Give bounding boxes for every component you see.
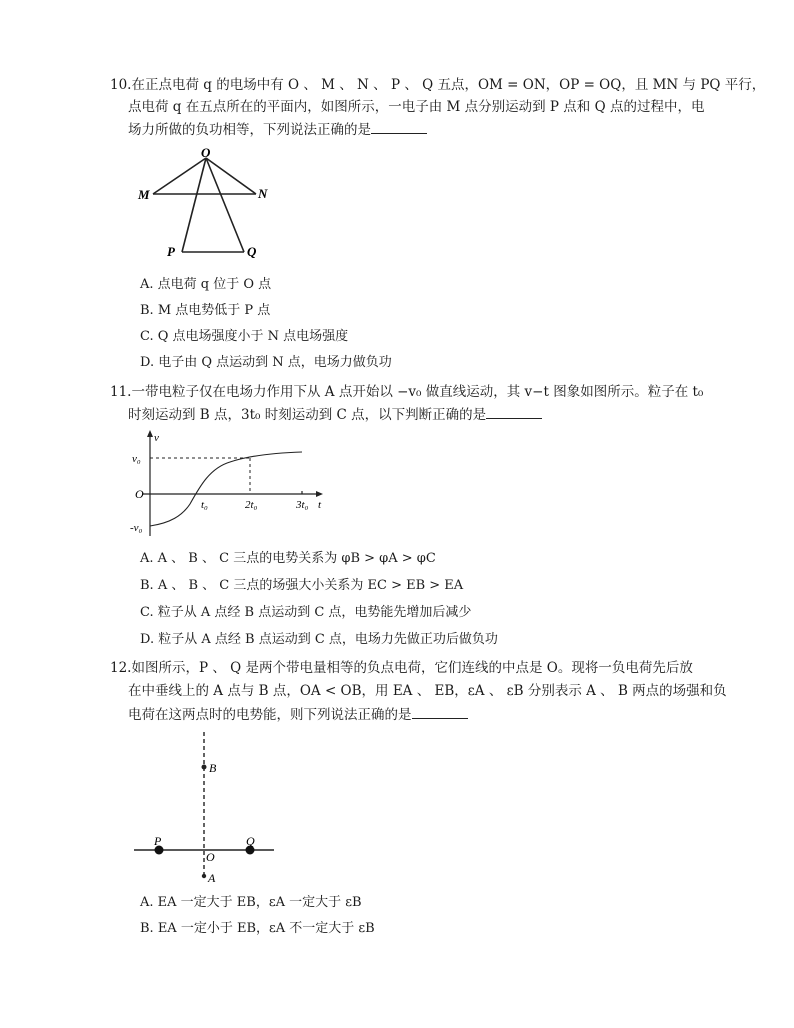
- q11-label-origin: O: [135, 487, 144, 501]
- q10-answer-blank: [371, 120, 427, 134]
- q12-option-b: B. EA 一定小于 EB，εA 不一定大于 εB: [140, 921, 375, 936]
- q11-t-axis-arrow: [316, 491, 323, 497]
- q11-v-axis-arrow: [147, 430, 153, 437]
- q11-number: 11.: [110, 384, 132, 400]
- q12-label-b: B: [209, 761, 217, 775]
- q11-option-d: D. 粒子从 A 点经 B 点运动到 C 点，电场力先做正功后做负功: [140, 632, 498, 647]
- q10-option-c: C. Q 点电场强度小于 N 点电场强度: [140, 329, 349, 344]
- q10-label-o: O: [201, 145, 211, 160]
- q11-label-t0: t₀: [201, 499, 208, 511]
- q11-label-3t0: 3t₀: [296, 499, 309, 511]
- q10-text-line3: [128, 120, 427, 140]
- q10-option-a: A. 点电荷 q 位于 O 点: [140, 277, 272, 292]
- q11-answer-blank: [486, 405, 542, 419]
- q12-point-b: [202, 765, 207, 770]
- q11-stem-1: 一带电粒子仅在电场力作用下从 A 点开始以 −v₀ 做直线运动，其 v−t 图象如图所示。粒子在 t₀: [131, 384, 704, 400]
- q12-text-line1: [110, 659, 693, 678]
- q12-label-a: A: [208, 871, 216, 885]
- q11-text-line2: [128, 405, 542, 425]
- q11-option-c: C. 粒子从 A 点经 B 点运动到 C 点，电势能先增加后减少: [140, 605, 472, 620]
- q10-label-p: P: [167, 244, 175, 259]
- q11-option-b: B. A 、 B 、 C 三点的场强大小关系为 EC > EB > EA: [140, 578, 464, 593]
- q12-label-o: O: [206, 850, 215, 864]
- q11-label-t: t: [318, 499, 322, 511]
- q10-label-m: M: [138, 187, 150, 202]
- q11-vt-graph: [130, 428, 330, 540]
- q10-option-d: D. 电子由 Q 点运动到 N 点，电场力做负功: [140, 355, 392, 370]
- q10-stem-3: 场力所做的负功相等，下列说法正确的是: [128, 122, 371, 138]
- q12-answer-blank: [412, 705, 468, 719]
- q11-label-v: v: [154, 432, 159, 444]
- q10-option-b: B. M 点电势低于 P 点: [140, 303, 271, 318]
- q12-point-a: [202, 874, 206, 878]
- q11-label-2t0: 2t₀: [245, 499, 258, 511]
- q12-text-line3: [128, 705, 468, 725]
- q11-label-v0: v₀: [132, 453, 141, 465]
- q10-stem-1: 在正点电荷 q 的电场中有 O 、 M 、 N 、 P 、 Q 五点，OM = ON，OP = OQ，且 MN 与 PQ 平行，: [131, 77, 766, 93]
- q11-label-neg-v0: -v₀: [130, 522, 143, 534]
- q10-label-q: Q: [247, 244, 257, 259]
- q10-number: 10.: [110, 77, 132, 93]
- q10-figure: [138, 145, 278, 263]
- q12-label-p: P: [154, 834, 162, 848]
- q12-stem-1: 如图所示，P 、 Q 是两个带电量相等的负点电荷，它们连线的中点是 O。现将一负电荷先后放: [131, 660, 693, 676]
- q10-text-line2: 点电荷 q 在五点所在的平面内，如图所示，一电子由 M 点分别运动到 P 点和 Q 点的过程中，电: [128, 99, 705, 115]
- q12-figure: [134, 728, 284, 888]
- q12-number: 12.: [110, 660, 132, 676]
- q11-vt-curve: [150, 452, 302, 526]
- q11-stem-2: 时刻运动到 B 点，3t₀ 时刻运动到 C 点，以下判断正确的是: [128, 407, 487, 423]
- q10-label-n: N: [258, 186, 268, 201]
- q12-text-line2: 在中垂线上的 A 点与 B 点，OA < OB，用 EA 、 EB，εA 、 εB 分别表示 A 、 B 两点的场强和负: [128, 683, 727, 699]
- q11-option-a: A. A 、 B 、 C 三点的电势关系为 φB > φA > φC: [140, 551, 436, 566]
- q12-stem-3: 电荷在这两点时的电势能，则下列说法正确的是: [128, 707, 412, 723]
- q10-text-line1: [110, 76, 765, 95]
- q12-label-q: Q: [246, 834, 255, 848]
- q12-option-a: A. EA 一定大于 EB，εA 一定大于 εB: [140, 895, 362, 910]
- q11-text-line1: [110, 383, 703, 402]
